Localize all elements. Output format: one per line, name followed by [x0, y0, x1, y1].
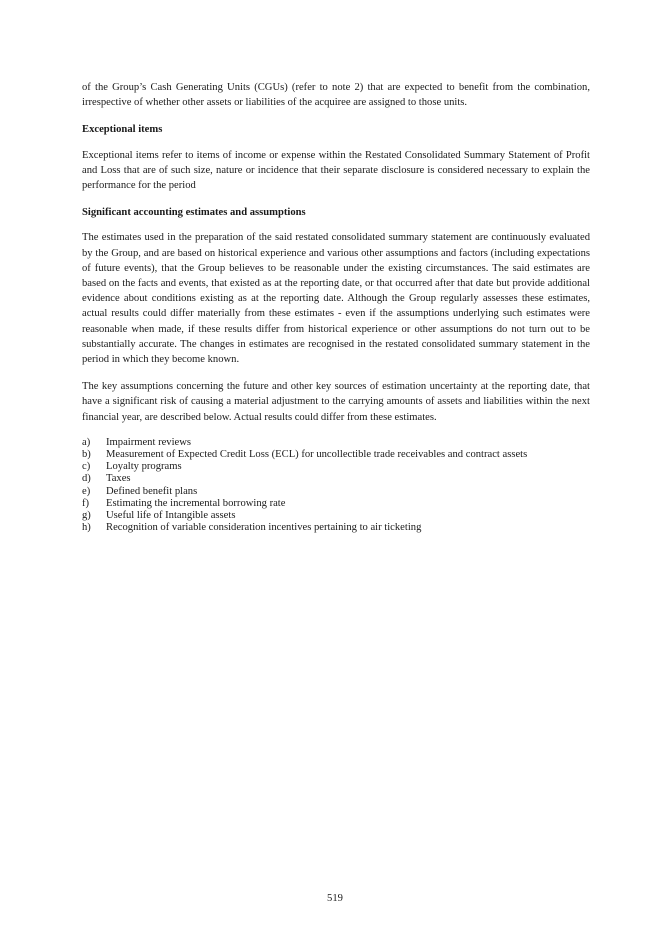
- list-item-text: Taxes: [106, 473, 131, 485]
- estimates-paragraph-2: The key assumptions concerning the future and other key sources of estimation uncertainty at the reporting date, that have a significant risk of causing a material adjustment to the carrying amounts of assets and liabilities within the next financial year, are described below. Actual results could differ from these estimates.: [82, 381, 590, 423]
- list-item-marker: b): [82, 449, 91, 461]
- list-item: [82, 437, 590, 449]
- list-item: [82, 461, 590, 473]
- list-item-marker: a): [82, 436, 91, 448]
- intro-paragraph: of the Group’s Cash Generating Units (CGUs) (refer to note 2) that are expected to benefit from the combination, irrespective of whether other assets or liabilities of the acquiree are assigned to those units.: [82, 82, 590, 109]
- list-item-text: Measurement of Expected Credit Loss (ECL) for uncollectible trade receivables and contract assets: [106, 449, 528, 461]
- list-item-text: Estimating the incremental borrowing rate: [106, 497, 286, 509]
- list-item-text: Defined benefit plans: [106, 485, 198, 497]
- exceptional-items-heading: Exceptional items: [82, 124, 163, 136]
- list-item: [82, 473, 590, 485]
- estimates-paragraph-1: The estimates used in the preparation of the said restated consolidated summary statement are continuously evaluated by the Group, and are based on historical experience and various other assumptions and factors (including expectations of future events), that the Group believes to be reasonable under the existing circumstances. The said estimates are based on the facts and events, that existed as at the reporting date, or that occurred after that date but provide additional evidence about conditions existing as at the reporting date. Although the Group regularly assesses these estimates, actual results could differ materially from these estimates - even if the assumptions underlying such estimates were reasonable when made, if these results differ from historical experience or other assumptions do not turn out to be substantially accurate. The changes in estimates are recognised in the restated consolidated summary statement in the period in which they become known.: [82, 232, 590, 366]
- list-item-text: Useful life of Intangible assets: [106, 510, 236, 522]
- list-item: [82, 498, 590, 510]
- key-assumptions-list: [82, 437, 590, 535]
- list-item: [82, 449, 590, 461]
- estimates-heading: Significant accounting estimates and assumptions: [82, 207, 306, 219]
- page-number: 519: [327, 893, 343, 904]
- list-item-text: Loyalty programs: [106, 461, 182, 473]
- list-item-marker: d): [82, 473, 91, 485]
- list-item-text: Recognition of variable consideration incentives pertaining to air ticketing: [106, 522, 422, 534]
- list-item-marker: g): [82, 510, 91, 522]
- list-item-marker: h): [82, 522, 91, 534]
- exceptional-items-paragraph: Exceptional items refer to items of income or expense within the Restated Consolidated Summary Statement of Profit and Loss that are of such size, nature or incidence that their separate disclosure is considered necessary to explain the performance for the period: [82, 149, 590, 192]
- list-item-marker: e): [82, 485, 91, 497]
- list-item-text: Impairment reviews: [106, 436, 192, 448]
- list-item: [82, 486, 590, 498]
- list-item-marker: f): [82, 497, 90, 509]
- list-item: [82, 510, 590, 522]
- document-body: [82, 80, 590, 534]
- list-item: [82, 522, 590, 534]
- list-item-marker: c): [82, 461, 91, 473]
